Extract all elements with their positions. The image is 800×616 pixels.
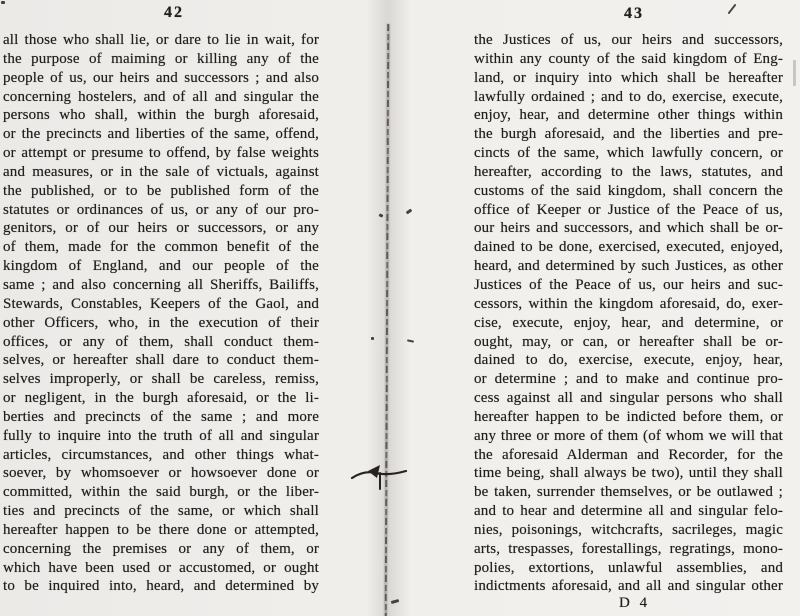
text-line: or attempt or presume to offend, by false weights bbox=[3, 145, 319, 162]
text-line: selves, or hereafter shall dare to conduct them- bbox=[3, 352, 319, 369]
scan-speck bbox=[793, 60, 796, 86]
text-line: land, or inquiry into which shall be hereafter bbox=[474, 69, 783, 86]
text-line: lawfully ordained ; and to do, exercise, execute, bbox=[474, 88, 783, 105]
page-left-text bbox=[3, 31, 319, 596]
page-number-right: 43 bbox=[624, 5, 644, 22]
text-line: fully to inquire into the truth of all and singular bbox=[3, 427, 319, 444]
text-line: genitors, or of our heirs or successors, or any bbox=[3, 220, 319, 237]
text-line: persons who shall, within the burgh aforesaid, bbox=[3, 107, 319, 124]
text-line: indictments aforesaid, and all and singular other bbox=[474, 578, 783, 595]
binding-crease-line bbox=[385, 24, 390, 616]
text-line: same ; and also concerning all Sheriffs, Bailiffs, bbox=[3, 276, 319, 293]
page-right-text bbox=[474, 31, 783, 596]
text-line: statutes or ordinances of us, or any of our pro- bbox=[3, 201, 319, 218]
text-line: cess against all and singular persons who shall bbox=[474, 390, 783, 407]
text-line: to be inquired into, heard, and determined by bbox=[3, 578, 319, 595]
text-line: soever, by whomsoever or howsoever done or bbox=[3, 465, 319, 482]
text-line: concerning the premises or any of them, or bbox=[3, 540, 319, 557]
text-line: hereafter, according to the laws, statutes, and bbox=[474, 163, 783, 180]
text-line: people of us, our heirs and successors ; and also bbox=[3, 69, 319, 86]
text-line: and measures, or in the sale of victuals, against bbox=[3, 163, 319, 180]
text-line: articles, circumstances, and other things what- bbox=[3, 446, 319, 463]
ink-cross-mark bbox=[350, 456, 408, 492]
text-line: other Officers, who, in the execution of their bbox=[3, 314, 319, 331]
text-line: polies, extortions, unlawful assemblies, and bbox=[474, 559, 783, 576]
text-line: kingdom of England, and our people of the bbox=[3, 258, 319, 275]
scan-speck bbox=[407, 339, 414, 342]
text-line: which have been used or accustomed, or ought bbox=[3, 559, 319, 576]
signature-mark: D 4 bbox=[619, 595, 651, 611]
text-line: of them, made for the common benefit of the bbox=[3, 239, 319, 256]
scan-speck bbox=[406, 209, 413, 215]
text-line: hereafter happen to be indicted before them, or bbox=[474, 408, 783, 425]
text-line: ought, may, or can, or hereafter shall be or- bbox=[474, 333, 783, 350]
text-line: offices, or any of them, shall conduct them- bbox=[3, 333, 319, 350]
text-line: Justices of the Peace of us, our heirs and suc- bbox=[474, 276, 783, 293]
text-line: enjoy, hear, and determine other things within bbox=[474, 107, 783, 124]
text-line: cincts of the same, which lawfully concern, or bbox=[474, 145, 783, 162]
text-line: or negligent, in the burgh aforesaid, or the li- bbox=[3, 390, 319, 407]
text-line: office of Keeper or Justice of the Peace of us, bbox=[474, 201, 783, 218]
text-line: arts, trespasses, forestallings, regratings, mono- bbox=[474, 540, 783, 557]
text-line: the published, or to be published form of the bbox=[3, 182, 319, 199]
scan-speck bbox=[371, 337, 374, 340]
text-line: or determine ; and to make and continue pro- bbox=[474, 371, 783, 388]
text-line: Stewards, Constables, Keepers of the Gaol, and bbox=[3, 295, 319, 312]
text-line: nies, poisonings, witchcrafts, sacrileges, magic bbox=[474, 521, 783, 538]
text-line: cise, execute, enjoy, hear, and determine, or bbox=[474, 314, 783, 331]
scan-speck bbox=[1, 1, 5, 4]
text-line: or the precincts and liberties of the same, offend, bbox=[3, 126, 319, 143]
text-line: within any county of the said kingdom of Eng- bbox=[474, 50, 783, 67]
text-line: dained to do, exercise, execute, enjoy, hear, bbox=[474, 352, 783, 369]
text-line: berties and precincts of the same ; and more bbox=[3, 408, 319, 425]
scan-speck bbox=[379, 213, 384, 217]
text-line: the Justices of us, our heirs and successors, bbox=[474, 32, 783, 48]
text-line: cessors, within the kingdom aforesaid, do, exer- bbox=[474, 295, 783, 312]
text-line: concerning hostelers, and of all and singular the bbox=[3, 88, 319, 105]
text-line: dained to be done, exercised, executed, enjoyed, bbox=[474, 239, 783, 256]
text-line: the purpose of maiming or killing any of the bbox=[3, 50, 319, 67]
text-line: selves improperly, or shall be careless, remiss, bbox=[3, 371, 319, 388]
page-number-left: 42 bbox=[164, 4, 184, 21]
text-line: our heirs and successors, and which shall be or- bbox=[474, 220, 783, 237]
text-line: hereafter happen to be there done or attempted, bbox=[3, 521, 319, 538]
text-line: customs of the said kingdom, shall concern the bbox=[474, 182, 783, 199]
text-line: be taken, surrender themselves, or be outlawed ; bbox=[474, 484, 783, 501]
text-line: all those who shall lie, or dare to lie in wait, for bbox=[3, 32, 319, 48]
text-line: the burgh aforesaid, and the liberties and pre- bbox=[474, 126, 783, 143]
text-line: and to hear and determine all and singular felo- bbox=[474, 503, 783, 520]
text-line: committed, within the said burgh, or the liber- bbox=[3, 484, 319, 501]
text-line: the aforesaid Alderman and Recorder, for the bbox=[474, 446, 783, 463]
text-line: ties and precincts of the same, or which shall bbox=[3, 503, 319, 520]
text-line: time being, shall always be two), until they shall bbox=[474, 465, 783, 482]
text-line: heard, and determined by such Justices, as other bbox=[474, 258, 783, 275]
scan-speck bbox=[728, 4, 737, 15]
scan-speck bbox=[391, 599, 400, 604]
text-line: any three or more of them (of whom we will that bbox=[474, 427, 783, 444]
